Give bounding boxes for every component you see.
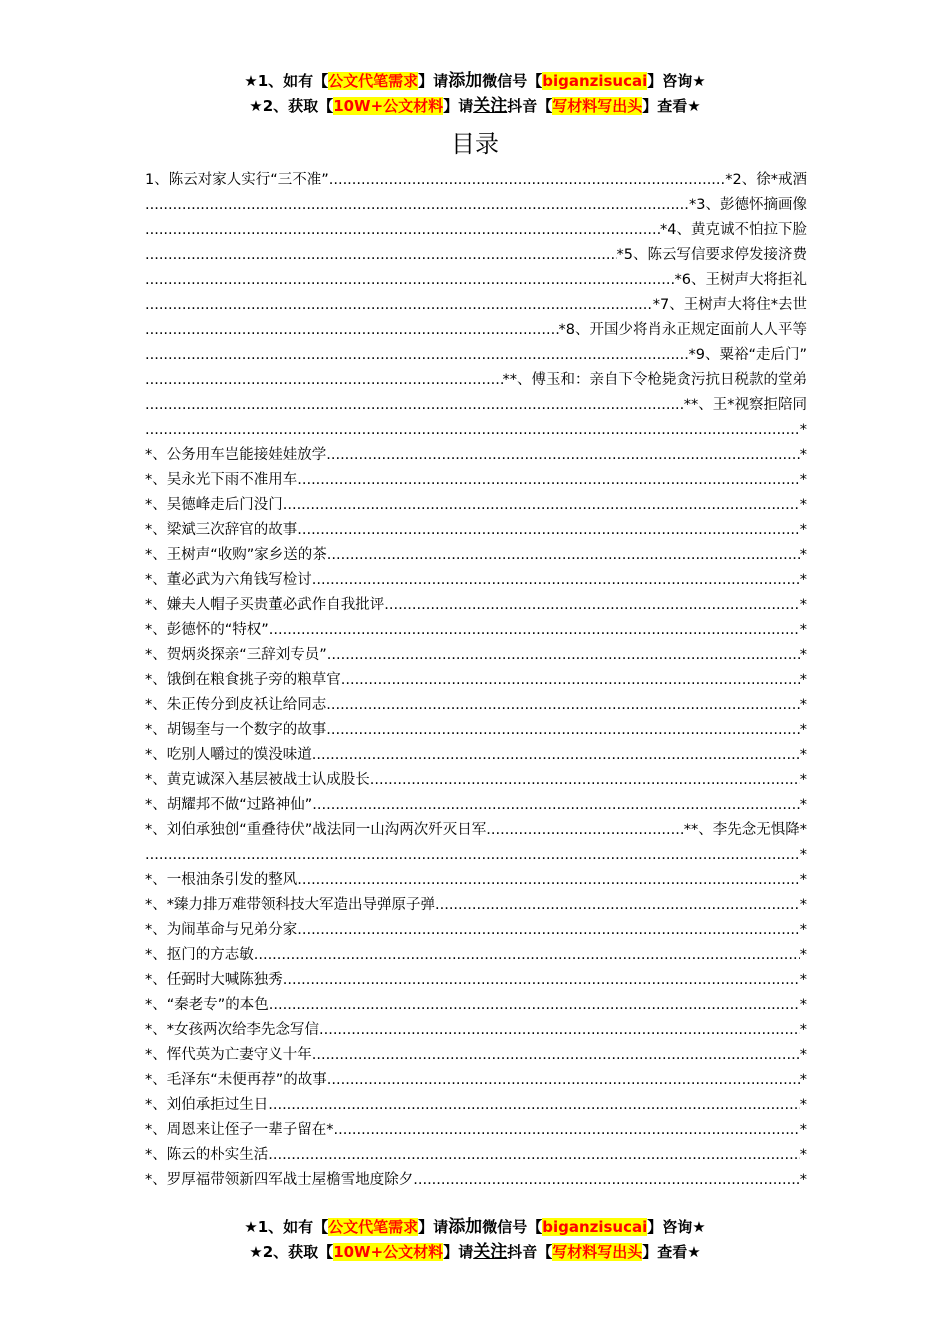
toc-entry[interactable] — [145, 368, 807, 393]
toc-entry[interactable] — [145, 193, 807, 218]
toc-leader-dots — [268, 1143, 800, 1168]
banner-text: ★2、获取【 — [249, 97, 334, 115]
toc-entry-page: * — [799, 497, 807, 513]
toc-entry-page: * — [799, 647, 807, 663]
toc-entry[interactable] — [145, 593, 807, 618]
toc-entry-page: * — [799, 447, 807, 463]
toc-leader-dots — [334, 1118, 800, 1143]
toc-leader-dots — [297, 868, 800, 893]
banner-highlight: 写材料写出头 — [552, 1243, 643, 1261]
toc-leader-dots — [327, 643, 800, 668]
banner-emphasis: 添加 — [448, 71, 483, 91]
toc-entry-page: **、王*视察拒陪同 — [683, 397, 807, 413]
toc-entry[interactable] — [145, 668, 807, 693]
toc-entry-page: * — [799, 872, 807, 888]
banner-highlight: biganzisucai — [542, 72, 648, 90]
banner-highlight: 10W+公文材料 — [333, 1243, 444, 1261]
toc-entry-page: * — [799, 972, 807, 988]
banner-text: 】查看★ — [642, 97, 701, 115]
toc-entry[interactable] — [145, 543, 807, 568]
toc-leader-dots — [341, 668, 800, 693]
toc-leader-dots — [145, 418, 800, 443]
banner-emphasis: 关注 — [473, 1242, 508, 1262]
toc-entry-page: *5、陈云写信要求停发接济费 — [616, 247, 807, 263]
toc-leader-dots — [326, 718, 800, 743]
toc-entry[interactable] — [145, 268, 807, 293]
toc-entry[interactable] — [145, 493, 807, 518]
toc-entry-title: *、饿倒在粮食挑子旁的粮草官 — [145, 672, 341, 688]
toc-entry-page: *4、黄克诚不怕拉下脸 — [660, 222, 807, 238]
toc-entry-title: *、公务用车岂能接娃娃放学 — [145, 447, 327, 463]
toc-entry-title: *、周恩来让侄子一辈子留在* — [145, 1122, 334, 1138]
toc-leader-dots — [269, 993, 800, 1018]
toc-entry[interactable] — [145, 968, 807, 993]
toc-entry[interactable] — [145, 293, 807, 318]
header-banner — [0, 69, 950, 119]
toc-entry-title: *、贺炳炎探亲“三辞刘专员” — [145, 647, 327, 663]
toc-entry-page: * — [799, 1147, 807, 1163]
toc-entry-title: 1、陈云对家人实行“三不准” — [145, 172, 329, 188]
toc-entry-title: *、刘伯承独创“重叠待伏”战法同一山沟两次歼灭日军 — [145, 822, 487, 838]
toc-entry-page: * — [799, 922, 807, 938]
toc-entry-page: *7、王树声大将住*去世 — [652, 297, 807, 313]
toc-leader-dots — [329, 168, 726, 193]
banner-text: 微信号【 — [482, 1218, 543, 1236]
toc-entry[interactable] — [145, 1168, 807, 1193]
toc-entry-title: *、吃别人嚼过的馍没味道 — [145, 747, 312, 763]
toc-entry-title: *、恽代英为亡妻守义十年 — [145, 1047, 312, 1063]
toc-entry[interactable] — [145, 793, 807, 818]
toc-entry[interactable] — [145, 868, 807, 893]
toc-entry-title: *、梁斌三次辞官的故事 — [145, 522, 298, 538]
banner-highlight: 写材料写出头 — [552, 97, 643, 115]
toc-entry-page: * — [799, 772, 807, 788]
toc-entry-page: * — [799, 422, 807, 438]
toc-entry-page: * — [799, 747, 807, 763]
toc-entry[interactable] — [145, 318, 807, 343]
banner-text: 抖音【 — [507, 1243, 553, 1261]
banner-text: 】请 — [418, 72, 449, 90]
toc-entry-title: *、董必武为六角钱写检讨 — [145, 572, 312, 588]
toc-leader-dots — [297, 518, 800, 543]
toc-entry-title: *、毛泽东“未便再荐”的故事 — [145, 1072, 327, 1088]
toc-entry-page: * — [799, 722, 807, 738]
toc-leader-dots — [145, 243, 617, 268]
toc-entry-page: * — [799, 1072, 807, 1088]
toc-leader-dots — [486, 818, 683, 843]
toc-entry-page: **、李先念无惧降* — [683, 822, 807, 838]
toc-leader-dots — [312, 743, 800, 768]
toc-entry-page: * — [799, 947, 807, 963]
toc-entry[interactable] — [145, 443, 807, 468]
toc-entry[interactable] — [145, 168, 807, 193]
toc-leader-dots — [319, 1018, 800, 1043]
toc-entry[interactable] — [145, 1093, 807, 1118]
toc-entry[interactable] — [145, 243, 807, 268]
banner-highlight: 10W+公文材料 — [333, 97, 444, 115]
toc-entry-title: *、朱正传分到皮袄让给同志 — [145, 697, 327, 713]
toc-leader-dots — [327, 1068, 800, 1093]
toc-entry-title: *、陈云的朴实生活 — [145, 1147, 269, 1163]
toc-leader-dots — [312, 1043, 800, 1068]
toc-entry-page: * — [799, 1122, 807, 1138]
toc-entry-title: *、彭德怀的“特权” — [145, 622, 269, 638]
toc-entry-title: *、任弼时大喊陈独秀 — [145, 972, 283, 988]
toc-entry[interactable] — [145, 1018, 807, 1043]
toc-leader-dots — [145, 393, 684, 418]
toc-leader-dots — [297, 468, 800, 493]
toc-leader-dots — [283, 493, 800, 518]
toc-entry-page: * — [799, 622, 807, 638]
toc-leader-dots — [370, 768, 800, 793]
banner-text: ★1、如有【 — [244, 1218, 329, 1236]
banner-emphasis: 添加 — [448, 1217, 483, 1237]
banner-text: 】请 — [418, 1218, 449, 1236]
toc-leader-dots — [312, 568, 800, 593]
toc-entry[interactable] — [145, 1043, 807, 1068]
banner-line-2 — [0, 1240, 950, 1265]
banner-highlight: 公文代笔需求 — [328, 1218, 419, 1236]
toc-leader-dots — [312, 793, 799, 818]
toc-entry[interactable] — [145, 818, 807, 843]
toc-entry-page: *8、开国少将肖永正规定面前人人平等 — [558, 322, 807, 338]
toc-leader-dots — [413, 1168, 800, 1193]
toc-entry-page: * — [799, 1047, 807, 1063]
toc-entry-page: * — [799, 1172, 807, 1188]
toc-entry-page: *2、徐*戒酒 — [725, 172, 807, 188]
toc-entry[interactable] — [145, 518, 807, 543]
toc-entry-page: **、傅玉和：亲自下令枪毙贪污抗日税款的堂弟 — [502, 372, 807, 388]
toc-entry[interactable] — [145, 993, 807, 1018]
footer-banner — [0, 1215, 950, 1265]
toc-entry-title: *、胡耀邦不做“过路神仙” — [145, 797, 313, 813]
toc-entry-page: *6、王树声大将拒礼 — [674, 272, 807, 288]
toc-entry-page: *9、粟裕“走后门” — [688, 347, 807, 363]
toc-entry-page: *3、彭德怀摘画像 — [689, 197, 807, 213]
toc-entry-title: *、王树声“收购”家乡送的茶 — [145, 547, 327, 563]
toc-entry-title: *、胡锡奎与一个数字的故事 — [145, 722, 327, 738]
toc-entry[interactable] — [145, 418, 807, 443]
toc-leader-dots — [327, 543, 800, 568]
toc-leader-dots — [254, 943, 800, 968]
toc-entry-page: * — [799, 547, 807, 563]
toc-leader-dots — [145, 343, 689, 368]
toc-entry[interactable] — [145, 218, 807, 243]
banner-text: ★1、如有【 — [244, 72, 329, 90]
toc-entry-page: * — [799, 797, 807, 813]
toc-entry-title: *、刘伯承拒过生日 — [145, 1097, 269, 1113]
toc-entry-page: * — [799, 1022, 807, 1038]
toc-leader-dots — [435, 893, 800, 918]
banner-text: ★2、获取【 — [249, 1243, 334, 1261]
toc-entry-title: *、黄克诚深入基层被战士认成股长 — [145, 772, 370, 788]
toc-entry-title: *、吴永光下雨不准用车 — [145, 472, 298, 488]
toc-entry-title: *、*女孩两次给李先念写信 — [145, 1022, 319, 1038]
banner-text: 】咨询★ — [647, 72, 706, 90]
toc-leader-dots — [326, 443, 800, 468]
toc-entry[interactable] — [145, 393, 807, 418]
toc-leader-dots — [145, 218, 660, 243]
toc-leader-dots — [268, 1093, 800, 1118]
banner-text: 】请 — [443, 1243, 474, 1261]
banner-line-1 — [0, 1215, 950, 1240]
banner-text: 】查看★ — [642, 1243, 701, 1261]
toc-leader-dots — [145, 843, 800, 868]
toc-entry-title: *、为闹革命与兄弟分家 — [145, 922, 298, 938]
banner-text: 抖音【 — [507, 97, 553, 115]
toc-leader-dots — [145, 268, 675, 293]
toc-entry[interactable] — [145, 568, 807, 593]
toc-leader-dots — [384, 593, 800, 618]
banner-highlight: 公文代笔需求 — [328, 72, 419, 90]
banner-text: 微信号【 — [482, 72, 543, 90]
toc-entry-page: * — [799, 897, 807, 913]
toc-entry-page: * — [799, 597, 807, 613]
toc-entry-page: * — [799, 522, 807, 538]
toc-leader-dots — [297, 918, 800, 943]
toc-entry[interactable] — [145, 343, 807, 368]
toc-entry-page: * — [799, 572, 807, 588]
toc-entry[interactable] — [145, 1118, 807, 1143]
banner-text: 】请 — [443, 97, 474, 115]
toc-entry[interactable] — [145, 768, 807, 793]
toc-leader-dots — [145, 318, 559, 343]
toc-entry[interactable] — [145, 893, 807, 918]
toc-entry[interactable] — [145, 918, 807, 943]
toc-entry[interactable] — [145, 843, 807, 868]
toc-entry-page: * — [799, 997, 807, 1013]
banner-text: 】咨询★ — [647, 1218, 706, 1236]
toc-entry[interactable] — [145, 943, 807, 968]
toc-leader-dots — [145, 368, 503, 393]
toc-leader-dots — [283, 968, 800, 993]
toc-entry[interactable] — [145, 718, 807, 743]
toc-leader-dots — [326, 693, 800, 718]
toc-entry-title: *、吴德峰走后门没门 — [145, 497, 283, 513]
banner-line-2 — [0, 94, 950, 119]
banner-emphasis: 关注 — [473, 96, 508, 116]
toc-entry-title: *、抠门的方志敏 — [145, 947, 254, 963]
toc-entry[interactable] — [145, 693, 807, 718]
toc-entry-title: *、*臻力排万难带领科技大军造出导弹原子弹 — [145, 897, 435, 913]
toc-entry[interactable] — [145, 643, 807, 668]
table-of-contents — [145, 168, 807, 1193]
toc-entry[interactable] — [145, 743, 807, 768]
toc-entry-page: * — [799, 672, 807, 688]
toc-entry-page: * — [799, 472, 807, 488]
toc-entry-page: * — [799, 697, 807, 713]
banner-line-1 — [0, 69, 950, 94]
banner-highlight: biganzisucai — [542, 1218, 648, 1236]
toc-entry[interactable] — [145, 468, 807, 493]
page-title: 目录 — [451, 130, 499, 158]
toc-leader-dots — [145, 193, 689, 218]
toc-entry-title: *、嫌夫人帽子买贵董必武作自我批评 — [145, 597, 385, 613]
toc-entry-page: * — [799, 847, 807, 863]
toc-entry-title: *、一根油条引发的整风 — [145, 872, 298, 888]
toc-entry-title: *、“秦老专”的本色 — [145, 997, 269, 1013]
toc-leader-dots — [145, 293, 653, 318]
toc-entry[interactable] — [145, 618, 807, 643]
toc-entry[interactable] — [145, 1143, 807, 1168]
toc-entry-title: *、罗厚福带领新四军战士屋檐雪地度除夕 — [145, 1172, 414, 1188]
toc-entry[interactable] — [145, 1068, 807, 1093]
toc-leader-dots — [269, 618, 800, 643]
toc-entry-page: * — [799, 1097, 807, 1113]
